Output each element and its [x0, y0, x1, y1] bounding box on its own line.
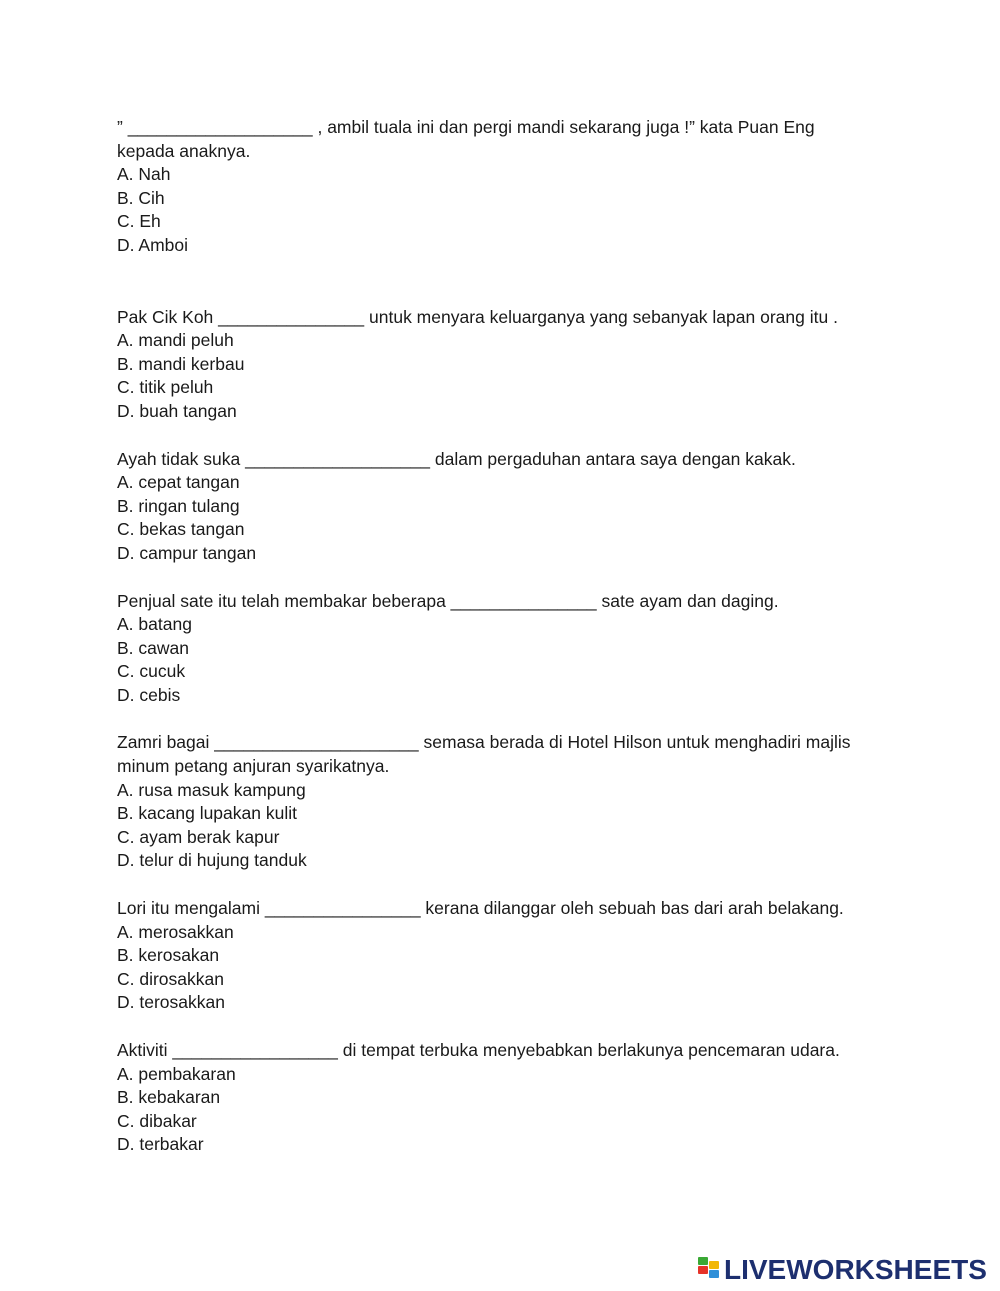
- question-1-option-d: D. Amboi: [117, 234, 188, 255]
- question-4-option-c: C. cucuk: [117, 661, 186, 682]
- logo-block-2: [709, 1261, 719, 1269]
- question-7: [117, 1039, 887, 1157]
- question-6-option-b: B. kerosakan: [117, 945, 220, 966]
- question-5-option-c: C. ayam berak kapur: [117, 826, 280, 847]
- question-6-option-a: A. merosakkan: [117, 921, 234, 942]
- question-7-option-b: B. kebakaran: [117, 1087, 221, 1108]
- question-6-option-c: C. dirosakkan: [117, 968, 224, 989]
- question-6: [117, 897, 887, 1015]
- logo-block-4: [709, 1270, 719, 1278]
- question-3-stem: Ayah tidak suka ___________________ dalam pergaduhan antara saya dengan kakak.: [117, 448, 796, 469]
- worksheet: [117, 116, 887, 1157]
- question-4-option-b: B. cawan: [117, 637, 189, 658]
- question-1-option-c: C. Eh: [117, 211, 161, 232]
- liveworksheets-logo-icon: [698, 1257, 720, 1283]
- question-7-option-a: A. pembakaran: [117, 1063, 236, 1084]
- question-5-option-d: D. telur di hujung tanduk: [117, 850, 307, 871]
- question-6-option-d: D. terosakkan: [117, 992, 225, 1013]
- question-3-option-b: B. ringan tulang: [117, 495, 240, 516]
- question-5-stem-line-1: Zamri bagai _____________________ semasa berada di Hotel Hilson untuk menghadiri majlis: [117, 732, 851, 753]
- question-2-option-a: A. mandi peluh: [117, 330, 234, 351]
- question-4-option-a: A. batang: [117, 614, 192, 635]
- question-3: [117, 448, 887, 566]
- question-7-option-c: C. dibakar: [117, 1110, 197, 1131]
- question-1: [117, 116, 887, 258]
- question-5-option-a: A. rusa masuk kampung: [117, 779, 306, 800]
- liveworksheets-logo: [698, 1254, 987, 1286]
- liveworksheets-wordmark: LIVEWORKSHEETS: [724, 1254, 987, 1285]
- logo-block-1: [698, 1257, 708, 1265]
- question-3-option-c: C. bekas tangan: [117, 519, 245, 540]
- question-5-stem-line-2: minum petang anjuran syarikatnya.: [117, 756, 390, 777]
- question-1-stem-line-1: ” ___________________ , ambil tuala ini dan pergi mandi sekarang juga !” kata Puan Eng: [117, 117, 815, 137]
- question-1-option-b: B. Cih: [117, 187, 165, 208]
- question-4-option-d: D. cebis: [117, 684, 181, 705]
- question-3-option-a: A. cepat tangan: [117, 472, 240, 493]
- question-1-option-a: A. Nah: [117, 164, 171, 185]
- question-6-stem: Lori itu mengalami ________________ kerana dilanggar oleh sebuah bas dari arah belakang.: [117, 898, 844, 919]
- question-5: [117, 731, 887, 873]
- question-2-option-b: B. mandi kerbau: [117, 353, 245, 374]
- question-7-stem: Aktiviti _________________ di tempat terbuka menyebabkan berlakunya pencemaran udara.: [117, 1040, 840, 1060]
- question-2: [117, 306, 887, 424]
- question-2-option-c: C. titik peluh: [117, 377, 214, 398]
- question-2-stem: Pak Cik Koh _______________ untuk menyara keluarganya yang sebanyak lapan orang itu .: [117, 306, 838, 327]
- question-5-option-b: B. kacang lupakan kulit: [117, 803, 297, 824]
- question-2-option-d: D. buah tangan: [117, 400, 237, 421]
- question-1-stem-line-2: kepada anaknya.: [117, 140, 251, 161]
- question-7-option-d: D. terbakar: [117, 1134, 204, 1155]
- question-3-option-d: D. campur tangan: [117, 542, 257, 563]
- question-4: [117, 590, 887, 708]
- question-4-stem: Penjual sate itu telah membakar beberapa _______________ sate ayam dan daging.: [117, 590, 779, 611]
- logo-block-3: [698, 1266, 708, 1274]
